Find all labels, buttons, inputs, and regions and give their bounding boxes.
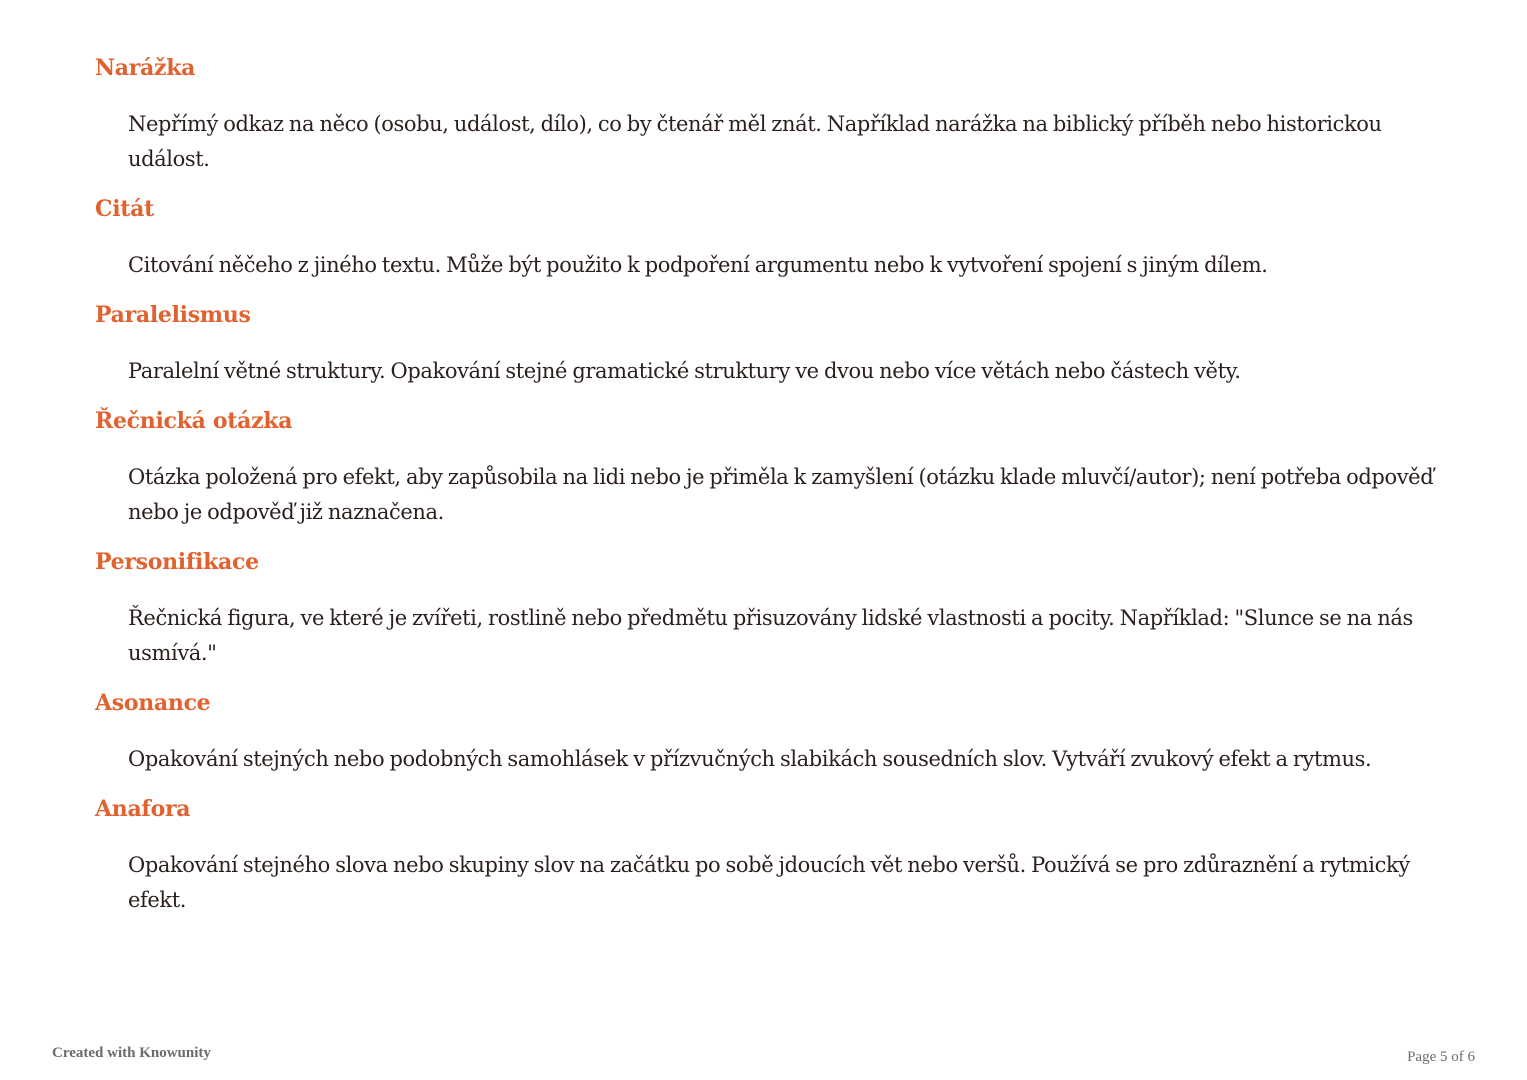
term-entry <box>95 546 1455 671</box>
term-title: Řečnická otázka <box>95 408 293 434</box>
term-title: Anafora <box>95 796 191 822</box>
term-definition: Citování něčeho z jiného textu. Může být použito k podpoření argumentu nebo k vytvoření spojení s jiným dílem. <box>128 253 1268 277</box>
term-definition: Opakování stejných nebo podobných samohlásek v přízvučných slabikách sousedních slov. Vytváří zvukový efekt a rytmus. <box>128 747 1372 771</box>
term-title: Personifikace <box>95 549 259 575</box>
term-entry <box>95 299 1455 389</box>
term-title: Citát <box>95 196 154 222</box>
term-title: Paralelismus <box>95 302 251 328</box>
term-title: Asonance <box>95 690 211 716</box>
footer-created-with: Created with Knowunity <box>52 1045 211 1061</box>
term-entry <box>95 687 1455 777</box>
term-definition: Opakování stejného slova nebo skupiny slov na začátku po sobě jdoucích vět nebo veršů. Používá se pro zdůraznění a rytmický efekt. <box>128 853 1410 912</box>
term-definition: Paralelní větné struktury. Opakování stejné gramatické struktury ve dvou nebo více větách nebo částech věty. <box>128 359 1241 383</box>
term-entry <box>95 405 1455 530</box>
term-definition: Nepřímý odkaz na něco (osobu, událost, dílo), co by čtenář měl znát. Například narážka na biblický příběh nebo historickou událost. <box>128 112 1382 171</box>
footer-page-number: Page 5 of 6 <box>1407 1049 1475 1065</box>
term-definition: Otázka položená pro efekt, aby zapůsobila na lidi nebo je přiměla k zamyšlení (otázku klade mluvčí/autor); není potřeba odpověď nebo je odpověď již naznačena. <box>128 465 1434 524</box>
term-entry <box>95 52 1455 177</box>
glossary-content <box>95 52 1455 934</box>
term-entry <box>95 193 1455 283</box>
term-definition: Řečnická figura, ve které je zvířeti, rostlině nebo předmětu přisuzovány lidské vlastnosti a pocity. Například: "Slunce se na nás usmívá." <box>128 606 1413 665</box>
term-entry <box>95 793 1455 918</box>
term-title: Narážka <box>95 55 196 81</box>
